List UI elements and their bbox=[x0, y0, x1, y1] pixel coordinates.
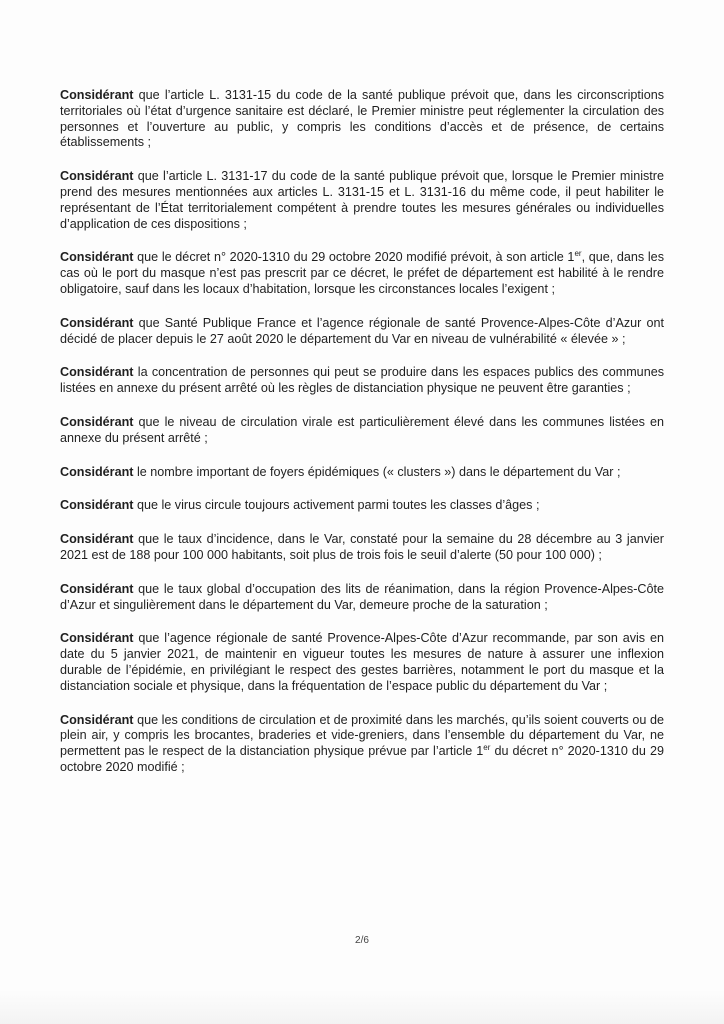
paragraph-text: que le taux d’incidence, dans le Var, constaté pour la semaine du 28 décembre au 3 janvier 2021 est de 188 pour 100 000 habitants, soit plus de trois fois le seuil d’alerte (50 pour 100 000) ; bbox=[60, 532, 664, 562]
paragraph-10 bbox=[60, 582, 664, 614]
paragraph-8 bbox=[60, 498, 664, 514]
paragraph-text: que le niveau de circulation virale est particulièrement élevé dans les communes listées en annexe du présent arrêté ; bbox=[60, 414, 664, 445]
paragraph-lead: Considérant bbox=[60, 88, 134, 102]
superscript: er bbox=[574, 249, 582, 259]
scan-edge bbox=[0, 990, 724, 1024]
paragraph-text: que Santé Publique France et l’agence régionale de santé Provence-Alpes-Côte d’Azur ont décidé de placer depuis le 27 août 2020 le département du Var en niveau de vulnérabilité « élevée » ; bbox=[60, 315, 664, 346]
paragraph-7 bbox=[60, 465, 664, 481]
paragraph-12 bbox=[60, 713, 664, 776]
paragraph-text-after: , que, dans les cas où le port du masque n’est pas prescrit par ce décret, le préfet de département est habilité à le rendre obligatoire, sauf dans les locaux d’habitation, lorsque les circonstances locales l’exigent ; bbox=[60, 250, 664, 296]
paragraph-4 bbox=[60, 316, 664, 348]
paragraph-lead: Considérant bbox=[60, 712, 134, 727]
paragraph-text: que le virus circule toujours activement parmi toutes les classes d’âges ; bbox=[136, 498, 540, 513]
paragraph-text: que les conditions de circulation et de proximité dans les marchés, qu’ils soient couverts ou de plein air, y compris les brocantes, braderies et vide-greniers, dans l’ensemble du département du Var, ne permettent pas le respect de la distanciation physique prévue par l’article 1 bbox=[60, 712, 665, 759]
paragraph-text: la concentration de personnes qui peut se produire dans les espaces publics des communes listées en annexe du présent arrêté où les règles de distanciation physique ne peuvent être garanties ; bbox=[60, 365, 664, 396]
paragraph-11 bbox=[60, 631, 664, 694]
paragraph-3 bbox=[60, 250, 664, 297]
paragraph-text: que le décret n° 2020-1310 du 29 octobre 2020 modifié prévoit, à son article 1 bbox=[137, 250, 575, 265]
paragraph-9 bbox=[60, 532, 664, 564]
paragraph-text: que l’article L. 3131-17 du code de la santé publique prévoit que, lorsque le Premier ministre prend des mesures mentionnées aux articles L. 3131-15 et L. 3131-16 du même code, il peut habiliter le représentant de l’État territorialement compétent à prendre toutes les mesures générales ou individuelles d’application de ces dispositions ; bbox=[60, 169, 664, 231]
document-body bbox=[60, 88, 664, 794]
paragraph-1 bbox=[60, 88, 664, 151]
paragraph-lead: Considérant bbox=[60, 498, 134, 513]
paragraph-lead: Considérant bbox=[60, 414, 134, 429]
paragraph-text: que l’article L. 3131-15 du code de la santé publique prévoit que, dans les circonscriptions territoriales où l’état d’urgence sanitaire est déclaré, le Premier ministre peut réglementer la circulation des personnes et l’ouverture au public, y compris les conditions d’accès et de présence, de certains établissements ; bbox=[60, 88, 665, 150]
paragraph-5 bbox=[60, 365, 664, 397]
paragraph-lead: Considérant bbox=[60, 315, 134, 330]
paragraph-text: le nombre important de foyers épidémiques (« clusters ») dans le département du Var ; bbox=[136, 464, 621, 479]
paragraph-lead: Considérant bbox=[60, 581, 134, 596]
paragraph-lead: Considérant bbox=[60, 464, 134, 479]
paragraph-lead: Considérant bbox=[60, 532, 134, 547]
paragraph-lead: Considérant bbox=[60, 169, 134, 184]
paragraph-text: que le taux global d’occupation des lits de réanimation, dans la région Provence-Alpes-Côte d’Azur et singulièrement dans le département du Var, demeure proche de la saturation ; bbox=[60, 581, 665, 612]
paragraph-lead: Considérant bbox=[60, 250, 134, 265]
page-number: 2/6 bbox=[355, 935, 369, 946]
paragraph-6 bbox=[60, 415, 664, 447]
paragraph-lead: Considérant bbox=[60, 365, 134, 380]
paragraph-text-after: du décret n° 2020-1310 du 29 octobre 2020 modifié ; bbox=[60, 744, 664, 774]
superscript: er bbox=[483, 742, 491, 752]
paragraph-lead: Considérant bbox=[60, 631, 134, 646]
paragraph-2 bbox=[60, 169, 664, 232]
paragraph-text: que l’agence régionale de santé Provence-Alpes-Côte d’Azur recommande, par son avis en date du 5 janvier 2021, de maintenir en vigueur toutes les mesures de nature à assurer une inflexion durable de l’épidémie, en privilégiant le respect des gestes barrières, notamment le port du masque et la distanciation sociale et physique, dans la fréquentation de l’espace public du département du Var ; bbox=[60, 631, 664, 693]
